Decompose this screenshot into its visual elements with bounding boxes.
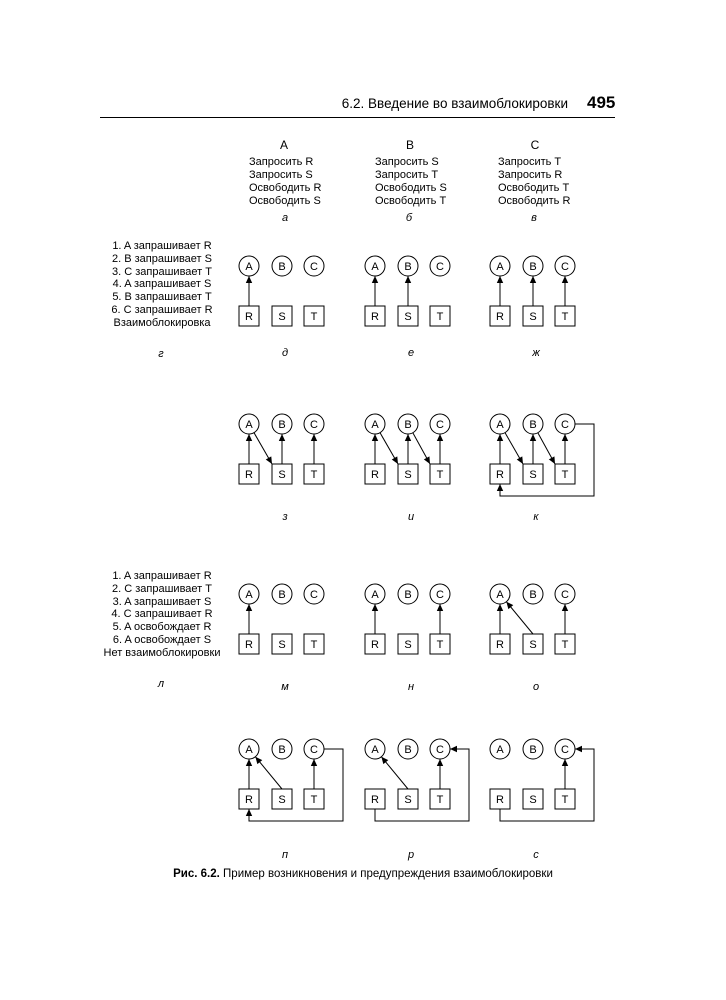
arrowhead: [517, 456, 523, 464]
process-label: A: [245, 589, 253, 601]
graph-edge: [530, 434, 536, 464]
step-line: Запросить R: [498, 169, 563, 181]
arrowhead: [562, 276, 568, 283]
graph-edge: [255, 757, 282, 789]
edge-line: [249, 749, 343, 821]
arrowhead: [575, 746, 582, 752]
process-label: A: [245, 261, 253, 273]
process-label: C: [561, 744, 569, 756]
step-line: Освободить T: [375, 195, 447, 207]
edge-line: [375, 749, 469, 821]
arrowhead: [437, 604, 443, 611]
arrowhead: [497, 434, 503, 441]
graph-edge: [562, 759, 568, 789]
process-label: A: [496, 744, 504, 756]
sequence-line: 1. A запрашивает R: [112, 570, 212, 582]
graph-edge: [500, 746, 594, 821]
step-line: Освободить S: [249, 195, 321, 207]
process-label: C: [436, 744, 444, 756]
process-label: B: [529, 261, 537, 273]
resource-label: R: [245, 639, 253, 651]
process-label: A: [245, 744, 253, 756]
resource-label: S: [404, 639, 412, 651]
graph-edge: [562, 276, 568, 306]
arrowhead: [530, 434, 536, 441]
resource-graph: [362, 252, 482, 352]
step-line: Освободить T: [498, 182, 570, 194]
resource-label: S: [529, 469, 537, 481]
process-label: A: [496, 261, 504, 273]
arrowhead: [405, 276, 411, 283]
graph-edge: [372, 604, 378, 634]
subfigure-letter: и: [407, 511, 415, 523]
graph-edge: [497, 424, 594, 496]
step-line: Запросить T: [375, 169, 439, 181]
resource-graph: [487, 410, 607, 510]
resource-label: S: [404, 311, 412, 323]
resource-graph: [362, 410, 482, 510]
process-label: C: [310, 744, 318, 756]
resource-graph: [236, 252, 356, 352]
sequence-line: 6. A освобождает S: [112, 633, 212, 646]
graph-edge: [538, 433, 555, 464]
process-label: B: [278, 589, 286, 601]
process-c-title: C: [530, 138, 540, 152]
process-label: C: [436, 589, 444, 601]
arrowhead: [279, 434, 285, 441]
graph-edge: [246, 276, 252, 306]
arrowhead: [405, 434, 411, 441]
process-c-steps: [498, 156, 570, 208]
graph-edge: [437, 434, 443, 464]
process-label: C: [561, 261, 569, 273]
graph-edge: [254, 433, 272, 464]
subfigure-letter: н: [407, 681, 415, 693]
resource-label: R: [496, 794, 504, 806]
step-line: Запросить T: [498, 156, 562, 168]
sequence-line: 5. B запрашивает T: [112, 291, 212, 304]
graph-edge: [437, 604, 443, 634]
process-label: B: [278, 261, 286, 273]
resource-label: R: [496, 469, 504, 481]
resource-label: T: [310, 469, 318, 481]
subfigure-letter: к: [533, 511, 539, 523]
step-line: Запросить S: [375, 156, 439, 168]
resource-label: T: [310, 311, 318, 323]
resource-graph: [362, 735, 482, 835]
graph-edge: [246, 604, 252, 634]
arrowhead: [372, 604, 378, 611]
resource-label: T: [436, 794, 444, 806]
resource-label: T: [436, 311, 444, 323]
graph-edge: [375, 746, 469, 821]
process-label: B: [529, 744, 537, 756]
subfigure-letter: м: [281, 681, 289, 693]
resource-label: T: [561, 311, 569, 323]
process-label: C: [310, 589, 318, 601]
sequence-line: 5. A освобождает R: [112, 621, 212, 634]
resource-label: S: [278, 469, 286, 481]
subfigure-letter: с: [533, 849, 539, 861]
arrowhead: [372, 276, 378, 283]
step-line: Запросить S: [249, 169, 313, 181]
resource-graph: [236, 735, 356, 835]
sequence-line: 2. C запрашивает T: [112, 582, 212, 595]
graph-edge: [279, 434, 285, 464]
arrowhead: [562, 759, 568, 766]
process-label: C: [310, 261, 318, 273]
arrowhead: [497, 604, 503, 611]
graph-edge: [381, 757, 408, 789]
graph-edge: [497, 276, 503, 306]
process-a-steps: [249, 156, 321, 208]
process-label: B: [529, 589, 537, 601]
arrowhead: [246, 276, 252, 283]
resource-label: T: [561, 639, 569, 651]
subfigure-letter-g: г: [158, 348, 164, 360]
graph-edge: [497, 604, 503, 634]
resource-label: R: [245, 469, 253, 481]
arrowhead: [246, 434, 252, 441]
resource-graph: [362, 580, 482, 680]
graph-edge: [246, 759, 252, 789]
header-rule: [100, 117, 615, 118]
arrowhead: [246, 759, 252, 766]
resource-label: S: [404, 469, 412, 481]
graph-edge: [413, 433, 430, 464]
process-label: C: [561, 589, 569, 601]
resource-label: R: [371, 794, 379, 806]
resource-label: S: [404, 794, 412, 806]
process-label: A: [371, 261, 379, 273]
resource-label: T: [561, 794, 569, 806]
arrowhead: [450, 746, 457, 752]
process-label: B: [404, 261, 412, 273]
resource-label: T: [436, 639, 444, 651]
sequence-line: 1. A запрашивает R: [112, 240, 212, 252]
resource-label: S: [529, 794, 537, 806]
arrowhead: [437, 434, 443, 441]
page-number: 495: [587, 93, 616, 112]
graph-edge: [562, 604, 568, 634]
edge-line: [500, 424, 594, 496]
graph-edge: [405, 434, 411, 464]
graph-edge: [505, 433, 523, 464]
resource-label: R: [371, 639, 379, 651]
graph-edge: [506, 602, 533, 634]
step-line: Освободить S: [375, 182, 447, 194]
subfigure-letter: д: [281, 347, 289, 359]
process-b-steps: [375, 156, 447, 208]
resource-label: R: [371, 469, 379, 481]
resource-label: T: [436, 469, 444, 481]
graph-edge: [562, 434, 568, 464]
graph-edge: [405, 276, 411, 306]
resource-label: S: [278, 639, 286, 651]
sequence-line: 6. C запрашивает R: [111, 303, 213, 316]
subfigure-letter: з: [282, 511, 288, 523]
process-label: A: [371, 419, 379, 431]
process-label: A: [496, 419, 504, 431]
resource-label: T: [561, 469, 569, 481]
process-label: C: [310, 419, 318, 431]
arrowhead: [311, 759, 317, 766]
process-label: B: [404, 589, 412, 601]
subfigure-letter-l: л: [157, 678, 165, 690]
arrowhead: [266, 456, 272, 464]
graph-edge: [372, 276, 378, 306]
sequence-line: 3. C запрашивает T: [112, 265, 212, 278]
process-label: B: [278, 744, 286, 756]
resource-graph: [487, 252, 607, 352]
graph-edge: [372, 434, 378, 464]
process-label: A: [371, 589, 379, 601]
no-deadlock-sequence: [92, 570, 232, 660]
subfigure-letter-a: а: [281, 212, 289, 224]
subfigure-letter: р: [407, 849, 415, 861]
graph-edge: [380, 433, 398, 464]
graph-edge: [437, 759, 443, 789]
arrowhead: [246, 809, 252, 816]
arrowhead: [530, 276, 536, 283]
graph-edge: [530, 276, 536, 306]
resource-label: S: [278, 311, 286, 323]
step-line: Освободить R: [498, 195, 571, 207]
subfigure-letter-b: б: [405, 212, 413, 224]
graph-edge: [311, 434, 317, 464]
graph-edge: [497, 434, 503, 464]
process-label: A: [496, 589, 504, 601]
subfigure-letter: е: [407, 347, 415, 359]
arrowhead: [311, 434, 317, 441]
step-line: Освободить R: [249, 182, 322, 194]
edge-line: [500, 749, 594, 821]
graph-edge: [246, 434, 252, 464]
arrowhead: [372, 434, 378, 441]
deadlock-sequence: [92, 240, 232, 330]
arrowhead: [562, 434, 568, 441]
resource-label: S: [278, 794, 286, 806]
caption-text: Пример возникновения и предупреждения взаимоблокировки: [223, 868, 553, 880]
resource-label: R: [496, 311, 504, 323]
process-label: B: [404, 744, 412, 756]
subfigure-letter: о: [532, 681, 540, 693]
process-b-title: B: [405, 138, 414, 152]
subfigure-letter: п: [281, 849, 289, 861]
arrowhead: [437, 759, 443, 766]
figure-caption: [0, 868, 726, 880]
sequence-line: 4. C запрашивает R: [111, 608, 213, 621]
arrowhead: [246, 604, 252, 611]
process-label: C: [561, 419, 569, 431]
process-label: B: [278, 419, 286, 431]
resource-label: S: [529, 639, 537, 651]
resource-graph: [236, 580, 356, 680]
step-line: Запросить R: [249, 156, 314, 168]
arrowhead: [381, 757, 388, 764]
resource-label: R: [496, 639, 504, 651]
arrowhead: [255, 757, 262, 764]
graph-edge: [311, 759, 317, 789]
resource-label: R: [245, 794, 253, 806]
process-label: A: [371, 744, 379, 756]
arrowhead: [392, 456, 398, 464]
resource-label: T: [310, 639, 318, 651]
process-a-title: A: [279, 138, 288, 152]
resource-label: T: [310, 794, 318, 806]
arrowhead: [497, 276, 503, 283]
subfigure-letter: ж: [532, 347, 540, 359]
sequence-result: Взаимоблокировка: [113, 316, 211, 329]
sequence-line: 4. A запрашивает S: [112, 278, 212, 291]
sequence-line: 2. B запрашивает S: [112, 252, 212, 265]
subfigure-letter-v: в: [531, 212, 537, 224]
process-label: C: [436, 261, 444, 273]
process-label: C: [436, 419, 444, 431]
process-label: B: [529, 419, 537, 431]
process-label: B: [404, 419, 412, 431]
resource-graph: [236, 410, 356, 510]
resource-graph: [487, 735, 607, 835]
arrowhead: [562, 604, 568, 611]
sequence-result: Нет взаимоблокировки: [103, 646, 221, 659]
resource-label: R: [245, 311, 253, 323]
resource-label: R: [371, 311, 379, 323]
resource-label: S: [529, 311, 537, 323]
resource-graph: [487, 580, 607, 680]
arrowhead: [497, 484, 503, 491]
caption-label: Рис. 6.2.: [173, 868, 220, 880]
sequence-line: 3. A запрашивает S: [112, 595, 212, 608]
process-label: A: [245, 419, 253, 431]
running-header-title: 6.2. Введение во взаимоблокировки: [341, 96, 568, 111]
arrowhead: [506, 602, 513, 609]
